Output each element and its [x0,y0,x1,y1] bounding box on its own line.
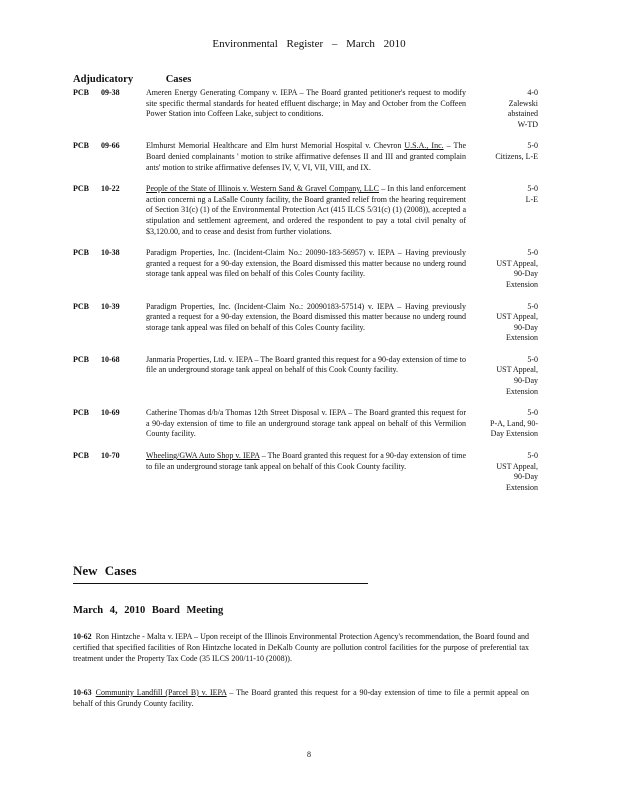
case-vote: 5-0 UST Appeal, 90-Day Extension [496,248,538,289]
case-entry [73,408,543,440]
case-entry [73,248,543,290]
case-number: 10-70 [101,451,120,461]
new-cases-heading: New Cases [73,563,137,578]
new-case-title-underlined: Community Landfill (Parcel B) v. IEPA [95,688,227,697]
cases-label: Cases [165,74,192,85]
new-case-text: – The Board granted this request for a 90-day extension of time to file a permit appeal on behalf of this Grundy County facility. [73,688,529,708]
case-number: 10-22 [101,184,120,194]
case-number: 10-38 [101,248,120,258]
new-case-number: 10-62 [73,632,92,641]
case-description [146,302,466,344]
case-number: 09-66 [101,141,120,151]
case-type: PCB [73,141,89,151]
case-text: Janmaria Properties, Ltd. v. IEPA – The Board granted this request for a 90-day extension of time to file an underground storage tank appeal on behalf of this Cook County facility. [146,354,466,375]
page-header: Environmental Register – March 2010 [212,38,406,50]
case-vote: 5-0 UST Appeal, 90-Day Extension [496,451,538,492]
case-description [146,451,466,493]
case-text: Paradigm Properties, Inc. (Incident-Claim No.: 20090183-57514) v. IEPA – Having previously granted a request for a 90-day extension, the Board dismissed this matter because no underg round storage tank appeal was filed on behalf of this Coles County facility. [146,301,466,332]
case-type: PCB [73,301,89,311]
case-type: PCB [73,354,89,364]
case-text: Paradigm Properties, Inc. (Incident-Claim No.: 20090-183-56957) v. IEPA – Having previously granted a request for a 90-day extension, the Board dismissed this matter because no underg round storage tank appeal was filed on behalf of this Coles County facility. [146,248,466,279]
case-type: PCB [73,88,89,97]
case-number: 10-69 [101,408,120,418]
new-case-entry [73,688,529,710]
case-entry [73,88,543,130]
case-type: PCB [73,248,89,258]
section-heading-adjudicatory [73,74,221,85]
case-number: 10-39 [101,301,120,311]
case-entry [73,451,543,493]
case-type: PCB [73,184,89,194]
case-vote: 5-0 Citizens, L-E [495,141,538,161]
case-vote: 5-0 UST Appeal, 90-Day Extension [496,301,538,343]
new-case-entry [73,632,529,664]
case-type: PCB [73,451,89,461]
page-number: 8 [307,750,311,759]
case-description [146,184,466,237]
new-case-number: 10-63 [73,688,92,697]
case-title-underlined: People of the State of Illinois v. Western Sand & Gravel Company, LLC [146,184,380,194]
case-text: – In this land enforcement action concerni ng a LaSalle County facility, the Board granted relief from the hearing requirement of Section 31(c) (1) of the Environmental Protection Act (415 ILCS 5/31(c) (1) (2008)), accepted a stipulation and settlement agreement, and ordered the respondent to pay a total civil penalty of $3,120.00, and to cease and desist from further violations. [146,184,466,236]
case-number: 09-38 [101,88,120,97]
case-entry [73,355,543,397]
case-title-prefix: Elmhurst Memorial Healthcare and Elm hurst Memorial Hospital v. Chevron [146,141,405,151]
case-number: 10-68 [101,354,120,364]
case-text: Ameren Energy Generating Company v. IEPA – The Board granted petitioner's request to modify site specific thermal standards for heated effluent discharge; in May and October from the Coffeen Power Station into Coffeen Lake, subject to conditions. [146,88,466,119]
case-entry [73,141,543,173]
adjudicatory-label: Adjudicatory [73,74,134,85]
case-vote: 5-0 L-E [525,184,538,204]
case-description [146,88,466,130]
case-title-underlined: Wheeling/GWA Auto Shop v. IEPA [146,451,260,461]
case-vote: 5-0 UST Appeal, 90-Day Extension [496,354,538,396]
new-cases-rule [73,583,368,584]
case-text: – The Board granted this request for a 90-day extension of time to file an underground storage tank appeal on behalf of this Cook County facility. [146,451,466,471]
board-meeting-heading: March 4, 2010 Board Meeting [73,605,224,616]
case-title-underlined: U.S.A., Inc. [404,141,444,151]
case-description [146,355,466,397]
case-description [146,408,466,440]
case-vote: 5-0 P-A, Land, 90- Day Extension [490,408,538,439]
new-case-text: Ron Hintzche - Malta v. IEPA – Upon receipt of the Illinois Environmental Protection Agency's recommendation, the Board found and certified that specified facilities of Ron Hintzche located in DeKalb County are pollution control facilities for the purpose of preferential tax treatment under the Property Tax Code (35 ILCS 200/11-10 (2008)). [73,632,529,663]
case-text: – The Board denied complainants ' motion to strike affirmative defenses II and III and granted complain ants' motion to strike affirmative defenses IV, V, VI, VII, VIII, and IX. [146,141,466,172]
case-description [146,141,466,173]
case-description [146,248,466,290]
case-vote: 4-0 Zalewski abstained W-TD [507,88,538,129]
case-entry [73,184,543,237]
adjudicatory-cases-list [73,88,543,504]
case-entry [73,302,543,344]
case-text: Catherine Thomas d/b/a Thomas 12th Street Disposal v. IEPA – The Board granted this request for a 90-day extension of time to file an underground storage tank appeal on behalf of this Vermilion County facility. [146,408,466,439]
case-type: PCB [73,408,89,418]
